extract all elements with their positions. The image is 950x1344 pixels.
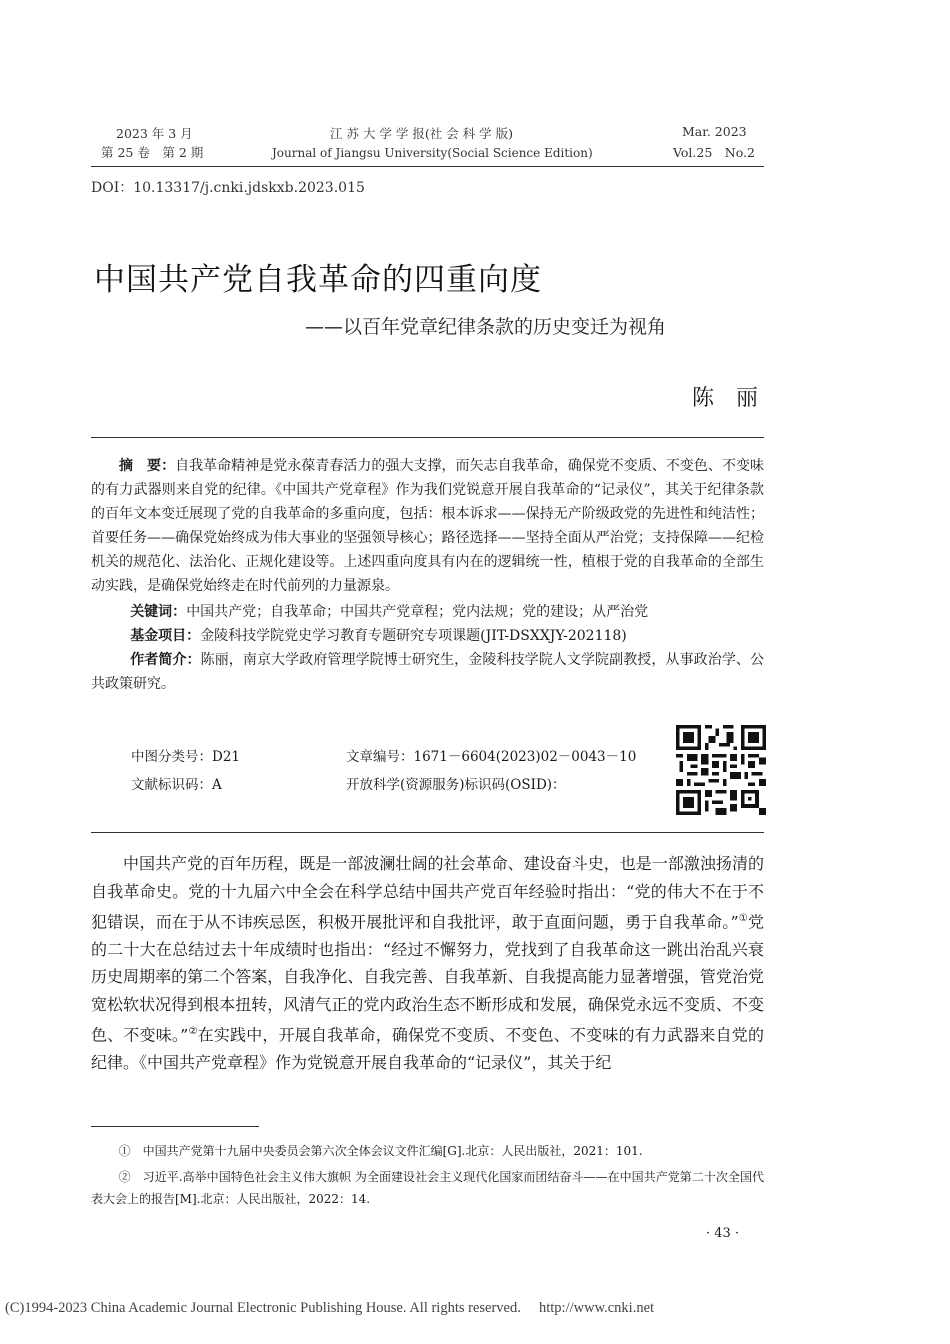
fund-text: 金陵科技学院党史学习教育专题研究专项课题(JIT-DSXXJY-202118) xyxy=(200,628,627,644)
header-volume-en: Vol.25 No.2 xyxy=(673,145,755,160)
body-text-part1: 中国共产党的百年历程，既是一部波澜壮阔的社会革命、建设奋斗史，也是一部激浊扬清的自我革命史。党的十九届六中全会在科学总结中国共产党百年经验时指出：“党的伟大不在于不犯错误，而在于从不讳疾忌医，积极开展批评和自我批评，敢于直面问题，勇于自我革命。” xyxy=(91,854,764,932)
footnote-ref-2[interactable]: ② xyxy=(188,1026,198,1038)
subtitle: ——以百年党章纪律条款的历史变迁为视角 xyxy=(305,316,667,338)
page-number: · 43 · xyxy=(706,1226,740,1241)
footnote-ref-1[interactable]: ① xyxy=(738,913,748,924)
osid-label: 开放科学(资源服务)标识码(OSID)： xyxy=(346,777,566,793)
copyright-line: (C)1994-2023 China Academic Journal Electronic Publishing House. All rights reserved. http://www.cnki.net xyxy=(5,1300,655,1316)
body-text-part3: 在实践中，开展自我革命，确保党不变质、不变色、不变味的有力武器来自党的纪律。《中国共产党章程》作为党锐意开展自我革命的“记录仪”，其关于纪 xyxy=(91,1025,764,1073)
page-title: 中国共产党自我革命的四重向度 xyxy=(94,262,542,298)
author-bio xyxy=(91,648,764,696)
document-code: 文献标识码：A xyxy=(131,777,222,793)
keywords-label: 关键词： xyxy=(130,604,187,620)
fund xyxy=(91,624,764,648)
header-rule xyxy=(91,166,764,167)
header-date-en: Mar. 2023 xyxy=(682,124,747,139)
body-paragraph xyxy=(91,850,764,1077)
bio-text: 陈丽，南京大学政府管理学院博士研究生，金陵科技学院人文学院副教授，从事政治学、公共政策研究。 xyxy=(91,652,765,692)
abstract-text: 自我革命精神是党永葆青春活力的强大支撑，而矢志自我革命，确保党不变质、不变色、不变味的有力武器则来自党的纪律。《中国共产党章程》作为我们党锐意开展自我革命的“记录仪”，其关于纪律条款的百年文本变迁展现了党的自我革命的多重向度，包括：根本诉求——保持无产阶级政党的先进性和纯洁性；首要任务——确保党始终成为伟大事业的坚强领导核心；路径选择——坚持全面从严治党；支持保障——纪检机关的规范化、法治化、正规化建设等。上述四重向度具有内在的逻辑统一性，植根于党的自我革命的全部生动实践，是确保党始终走在时代前列的力量源泉。 xyxy=(91,458,765,594)
osid-qr-code[interactable] xyxy=(676,725,766,815)
header-journal-en: Journal of Jiangsu University(Social Science Edition) xyxy=(272,146,593,160)
abstract-block xyxy=(91,454,764,696)
article-number: 文章编号：1671－6604(2023)02－0043－10 xyxy=(346,749,637,765)
body-text-part2: 党的二十大在总结过去十年成绩时也指出：“经过不懈努力，党找到了自我革命这一跳出治乱兴衰历史周期率的第二个答案，自我净化、自我完善、自我革新、自我提高能力显著增强，管党治党宽松软状况得到根本扭转，风清气正的党内政治生态不断形成和发展，确保党永远不变质、不变色、不变味。” xyxy=(91,912,764,1045)
header-volume-cn: 第 25 卷 第 2 期 xyxy=(101,145,204,160)
header-journal-cn: 江 苏 大 学 学 报(社 会 科 学 版) xyxy=(330,126,514,141)
clc-number: 中图分类号：D21 xyxy=(131,749,241,765)
abstract xyxy=(91,454,764,598)
footnote-rule xyxy=(91,1126,259,1127)
author-name: 陈丽 xyxy=(692,386,781,411)
abstract-top-rule xyxy=(91,437,764,438)
footnote-2: ② 习近平.高举中国特色社会主义伟大旗帜 为全面建设社会主义现代化国家而团结奋斗——在中国共产党第二十次全国代表大会上的报告[M].北京：人民出版社，2022：14. xyxy=(91,1170,764,1206)
footnote-1: ① 中国共产党第十九届中央委员会第六次全体会议文件汇编[G].北京：人民出版社，2021：101. xyxy=(118,1144,643,1158)
keywords xyxy=(91,600,764,624)
footnotes xyxy=(91,1140,764,1214)
abstract-bottom-rule xyxy=(91,832,764,833)
doi: DOI：10.13317/j.cnki.jdskxb.2023.015 xyxy=(91,180,365,196)
fund-label: 基金项目： xyxy=(130,628,201,644)
keywords-text: 中国共产党；自我革命；中国共产党章程；党内法规；党的建设；从严治党 xyxy=(186,604,649,620)
bio-label: 作者简介： xyxy=(130,652,201,668)
abstract-label: 摘 要： xyxy=(119,458,176,474)
header-date-cn: 2023 年 3 月 xyxy=(116,126,193,141)
